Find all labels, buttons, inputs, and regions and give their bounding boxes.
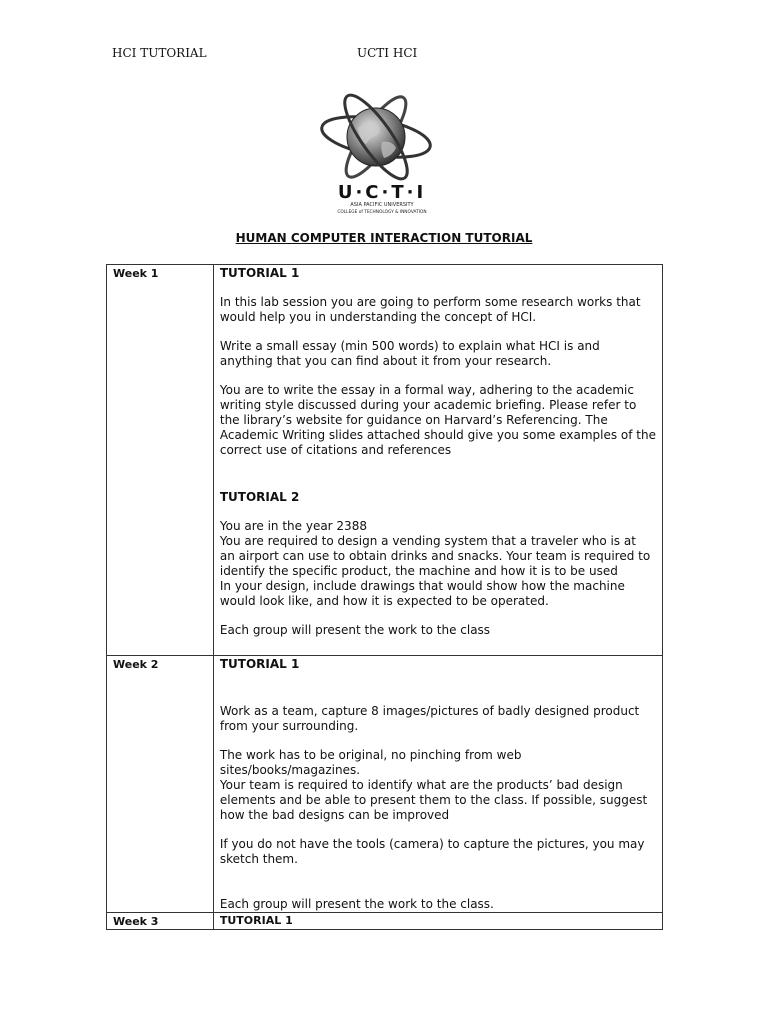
week-label: Week 2 <box>107 656 214 913</box>
tutorial-heading: TUTORIAL 2 <box>219 490 300 504</box>
table-row <box>107 913 663 930</box>
tutorial-paragraph <box>220 623 656 638</box>
paragraph-line: anything that you can find about it from your research. <box>219 354 552 368</box>
paragraph-line: writing style discussed during your academic briefing. Please refer to <box>219 398 637 412</box>
tutorial-paragraph <box>220 837 656 867</box>
paragraph-line: Each group will present the work to the class. <box>219 897 494 911</box>
paragraph-line: sites/books/magazines. <box>219 763 361 777</box>
tutorial-table <box>106 264 663 930</box>
week-label: Week 1 <box>107 265 214 656</box>
tutorial-heading: TUTORIAL 1 <box>219 657 300 671</box>
paragraph-line: from your surrounding. <box>219 719 359 733</box>
table-row <box>107 265 663 656</box>
paragraph-line: Academic Writing slides attached should give you some examples of the <box>219 428 656 442</box>
paragraph-line: Each group will present the work to the class <box>219 623 491 637</box>
paragraph-line: You are to write the essay in a formal way, adhering to the academic <box>219 383 634 397</box>
paragraph-line: You are in the year 2388 <box>219 519 367 533</box>
paragraph-line: If you do not have the tools (camera) to capture the pictures, you may <box>219 837 645 851</box>
ucti-logo <box>316 90 446 216</box>
paragraph-line: would look like, and how it is expected to be operated. <box>219 594 549 608</box>
paragraph-line: You are required to design a vending system that a traveler who is at <box>219 534 636 548</box>
paragraph-line: Work as a team, capture 8 images/pictures of badly designed product <box>219 704 640 718</box>
logo-line1: ASIA PACIFIC UNIVERSITY <box>350 202 414 208</box>
logo-letters: U·C·T·I <box>337 182 427 203</box>
table-row <box>107 656 663 913</box>
paragraph-line: an airport can use to obtain drinks and snacks. Your team is required to <box>219 549 651 563</box>
week-label: Week 3 <box>107 913 214 930</box>
week-content <box>213 265 662 656</box>
paragraph-line: how the bad designs can be improved <box>219 808 450 822</box>
paragraph-line: sketch them. <box>219 852 298 866</box>
tutorial-heading: TUTORIAL 1 <box>219 914 293 927</box>
logo-line2: COLLEGE of TECHNOLOGY & INNOVATION <box>337 210 427 215</box>
tutorial-paragraph <box>220 748 656 823</box>
header-left: HCI TUTORIAL <box>112 46 207 60</box>
paragraph-line: In this lab session you are going to perform some research works that <box>219 295 641 309</box>
tutorial-heading: TUTORIAL 1 <box>219 266 300 280</box>
header-right: UCTI HCI <box>357 46 418 60</box>
paragraph-line: elements and be able to present them to the class. If possible, suggest <box>219 793 648 807</box>
paragraph-line: would help you in understanding the concept of HCI. <box>219 310 537 324</box>
globe-icon <box>347 108 405 166</box>
paragraph-line: Your team is required to identify what are the products’ bad design <box>219 778 623 792</box>
week-content <box>213 656 662 913</box>
paragraph-line: In your design, include drawings that would show how the machine <box>219 579 625 593</box>
week-content <box>213 913 662 930</box>
paragraph-line: The work has to be original, no pinching from web <box>219 748 522 762</box>
paragraph-line: correct use of citations and references <box>219 443 452 457</box>
tutorial-paragraph <box>220 295 656 325</box>
tutorial-paragraph <box>220 519 656 609</box>
paragraph-line: Write a small essay (min 500 words) to explain what HCI is and <box>219 339 600 353</box>
paragraph-line: identify the specific product, the machine and how it is to be used <box>219 564 618 578</box>
paragraph-line: the library’s website for guidance on Harvard’s Referencing. The <box>219 413 608 427</box>
tutorial-paragraph <box>220 897 656 912</box>
tutorial-paragraph <box>220 383 656 458</box>
tutorial-paragraph <box>220 339 656 369</box>
document-title: HUMAN COMPUTER INTERACTION TUTORIAL <box>235 231 533 245</box>
tutorial-paragraph <box>220 704 656 734</box>
